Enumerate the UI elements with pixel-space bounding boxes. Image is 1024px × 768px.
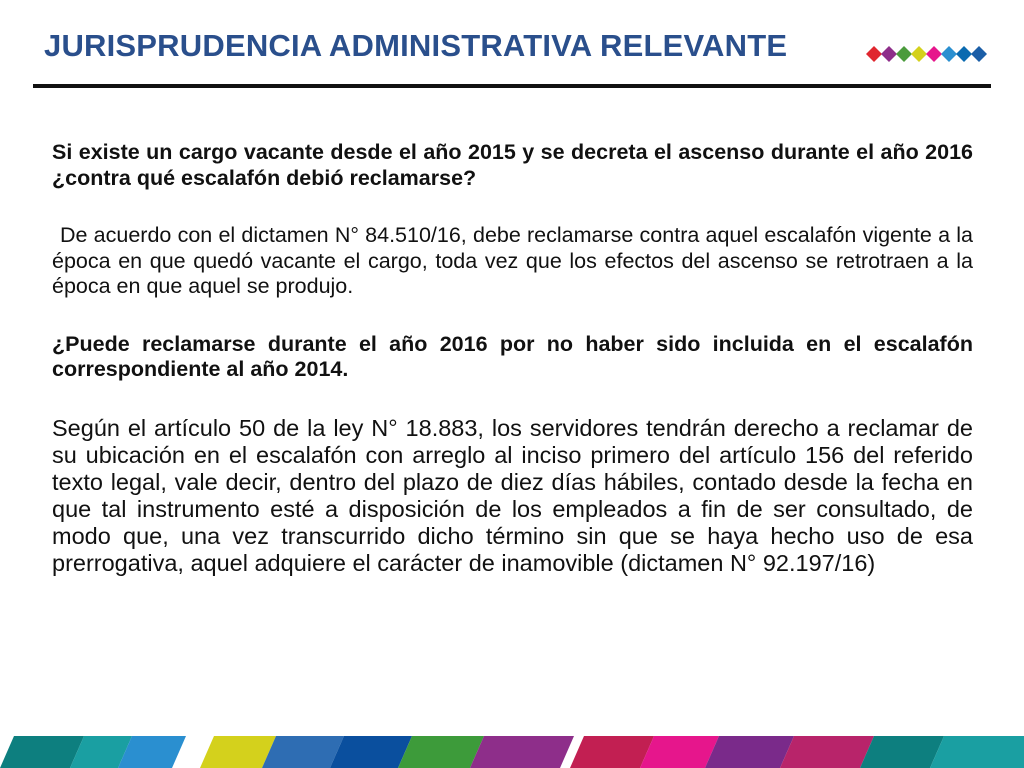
diamond-shape (911, 46, 927, 62)
decorative-bottom-band (0, 736, 1024, 768)
band-segment (0, 736, 84, 768)
band-segment (330, 736, 412, 768)
band-segment (570, 736, 654, 768)
answer-1: De acuerdo con el dictamen N° 84.510/16, debe reclamarse contra aquel escalafón vigente a la época en que quedó vacante el cargo, toda vez que los efectos del ascenso se retrotraen a la época en que aquel se produjo. (52, 223, 973, 298)
diamond-shape (956, 46, 972, 62)
band-segment (262, 736, 344, 768)
diamond-shape (896, 46, 912, 62)
answer-2: Según el artículo 50 de la ley N° 18.883, los servidores tendrán derecho a reclamar de su ubicación en el escalafón con arreglo al inciso primero del artículo 156 del referido texto legal, vale decir, dentro del plazo de diez días hábiles, contado desde la fecha en que tal instrumento esté a disposición de los empleados a fin de ser consultado, de modo que, una vez transcurrido dicho término sin que se haya hecho uso de esa prerrogativa, aquel adquiere el carácter de inamovible (dictamen N° 92.197/16) (52, 414, 973, 576)
slide-body (52, 140, 973, 609)
diamond-shape (866, 46, 882, 62)
diamond-shape (926, 46, 942, 62)
band-segment (705, 736, 794, 768)
decorative-diamonds (866, 44, 990, 64)
title-underline (33, 84, 991, 88)
question-1: Si existe un cargo vacante desde el año 2015 y se decreta el ascenso durante el año 2016 ¿contra qué escalafón debió reclamarse? (52, 140, 973, 190)
slide-title: JURISPRUDENCIA ADMINISTRATIVA RELEVANTE (44, 28, 788, 63)
diamond-shape (941, 46, 957, 62)
band-segment (398, 736, 484, 768)
question-2: ¿Puede reclamarse durante el año 2016 por no haber sido incluida en el escalafón correspondiente al año 2014. (52, 331, 973, 381)
band-segment (470, 736, 574, 768)
band-segment (930, 736, 1024, 768)
diamond-shape (881, 46, 897, 62)
band-segment (780, 736, 874, 768)
band-segment (860, 736, 944, 768)
diamond-shape (971, 46, 987, 62)
